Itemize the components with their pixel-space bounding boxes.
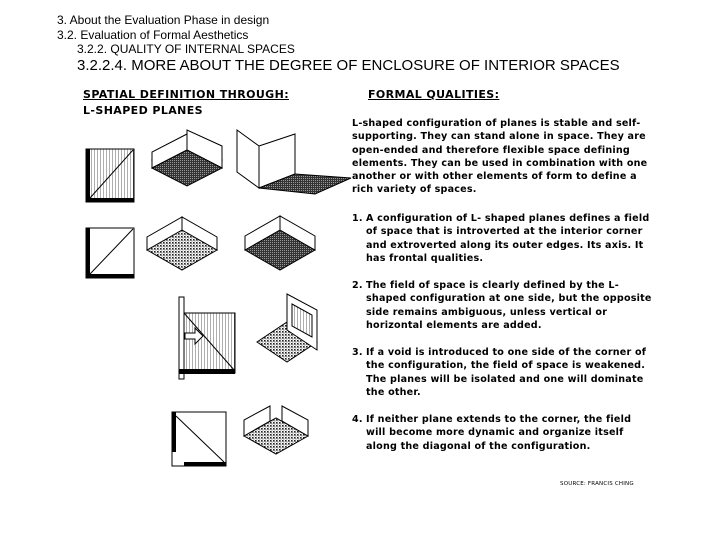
isometric-diagram-3: [240, 212, 320, 287]
breadcrumb-level-3: 3.2.2. QUALITY OF INTERNAL SPACES: [77, 42, 295, 56]
source-credit: SOURCE: FRANCIS CHING: [560, 481, 634, 487]
breadcrumb-level-1: 3. About the Evaluation Phase in design: [57, 13, 270, 27]
isometric-diagram-1: [142, 130, 232, 205]
isometric-diagram-2: [142, 215, 222, 287]
right-panel-heading: FORMAL QUALITIES:: [368, 88, 500, 101]
formal-quality-item-1: [352, 212, 652, 265]
intro-paragraph: L-shaped configuration of planes is stable and self-supporting. They can stand alone in space. They are open-ended and therefore flexible space defining elements. They can be used in combination with one another or with other elements of form to define a rich variety of spaces.: [352, 118, 648, 196]
item-text: If neither plane extends to the corner, the field will become more dynamic and organize itself along the diagonal of the configuration.: [366, 414, 632, 452]
breadcrumb-level-2: 3.2. Evaluation of Formal Aesthetics: [57, 28, 249, 42]
perspective-diagram-1: [235, 126, 353, 196]
left-panel-subheading: L-SHAPED PLANES: [83, 104, 203, 117]
plan-diagram-3: [165, 295, 240, 380]
plan-diagram-2: [85, 227, 135, 279]
formal-quality-item-3: [352, 346, 652, 399]
item-number: 3.: [352, 347, 363, 358]
page-title: 3.2.2.4. MORE ABOUT THE DEGREE OF ENCLOSURE OF INTERIOR SPACES: [77, 57, 620, 74]
formal-quality-item-4: [352, 413, 652, 453]
item-number: 4.: [352, 414, 363, 425]
item-text: If a void is introduced to one side of the corner of the configuration, the field of space is weakened. The planes will be isolated and one will dominate the other.: [366, 347, 647, 398]
plan-diagram-1: [85, 148, 135, 203]
item-text: A configuration of L- shaped planes defines a field of space that is introverted at the interior corner and extroverted along its outer edges. Its axis. It has frontal qualities.: [366, 213, 650, 264]
formal-quality-item-2: [352, 279, 652, 332]
plan-diagram-4: [170, 410, 230, 470]
isometric-diagram-5: [240, 398, 312, 470]
item-number: 1.: [352, 213, 363, 224]
isometric-diagram-4: [252, 292, 322, 377]
item-text: The field of space is clearly defined by the L-shaped configuration at one side, but the opposite side remains ambiguous, unless vertical or horizontal elements are added.: [366, 280, 652, 331]
item-number: 2.: [352, 280, 363, 291]
left-panel-heading: SPATIAL DEFINITION THROUGH:: [83, 88, 290, 101]
